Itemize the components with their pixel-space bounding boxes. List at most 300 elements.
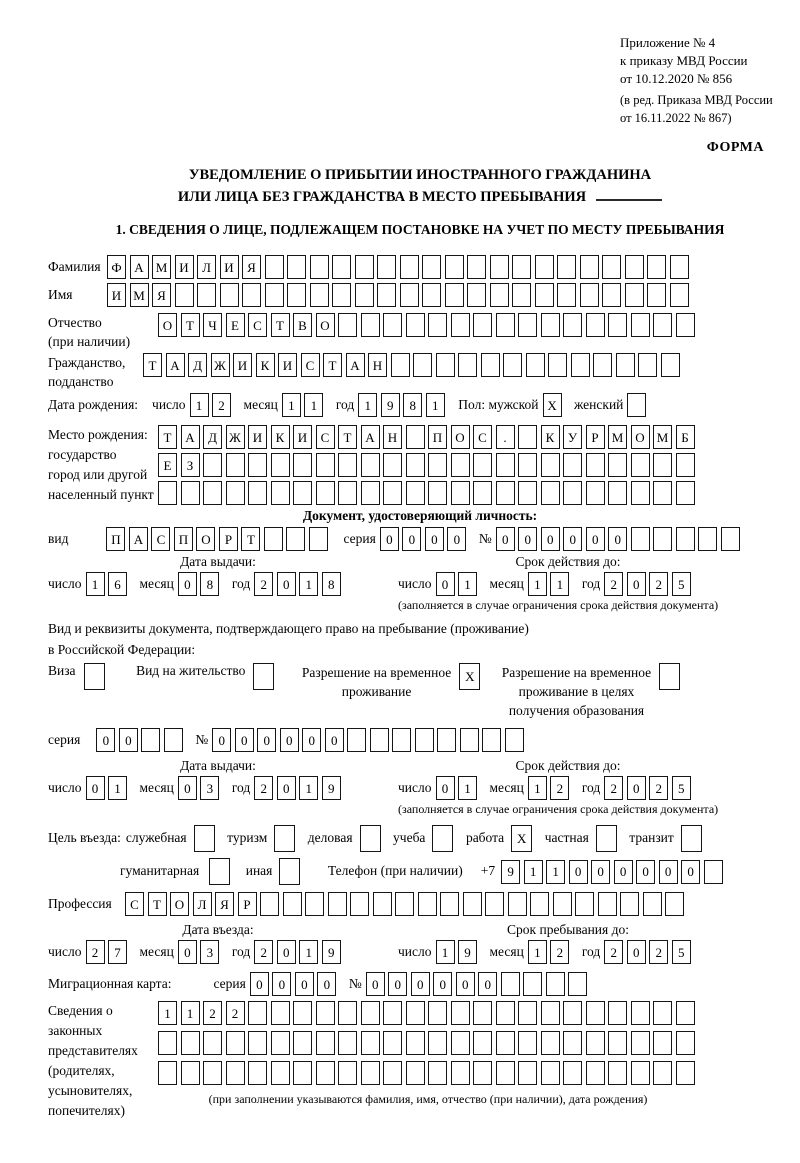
cell[interactable]	[473, 313, 492, 337]
cell[interactable]	[535, 255, 554, 279]
cell[interactable]	[473, 1031, 492, 1055]
cell[interactable]	[338, 481, 357, 505]
cell[interactable]: 0	[411, 972, 430, 996]
cell[interactable]: 2	[604, 940, 623, 964]
cell[interactable]: 0	[659, 860, 678, 884]
cell[interactable]	[548, 353, 567, 377]
purpose-private-checkbox[interactable]	[596, 825, 621, 852]
cell[interactable]: И	[107, 283, 126, 307]
doc-series-cells[interactable]	[380, 527, 470, 551]
cell[interactable]	[406, 1001, 425, 1025]
cell[interactable]: 0	[608, 527, 627, 551]
cell[interactable]: 0	[627, 940, 646, 964]
cell[interactable]: 0	[302, 728, 321, 752]
cell[interactable]	[181, 1061, 200, 1085]
cell[interactable]	[557, 255, 576, 279]
doc-expiry-year-cells[interactable]	[604, 572, 694, 596]
cell[interactable]	[158, 1031, 177, 1055]
cell[interactable]: 2	[649, 940, 668, 964]
cell[interactable]	[428, 1001, 447, 1025]
cell[interactable]	[518, 1061, 537, 1085]
stay-day-cells[interactable]	[436, 940, 481, 964]
cell[interactable]	[553, 892, 572, 916]
cell[interactable]	[203, 1031, 222, 1055]
stay-month-cells[interactable]	[528, 940, 573, 964]
cell[interactable]	[631, 1031, 650, 1055]
cell[interactable]: 0	[636, 860, 655, 884]
cell[interactable]	[496, 1031, 515, 1055]
cell[interactable]: М	[130, 283, 149, 307]
cell[interactable]	[400, 255, 419, 279]
cell[interactable]: И	[293, 425, 312, 449]
profession-cells[interactable]	[125, 892, 688, 916]
cell[interactable]: 2	[604, 572, 623, 596]
cell[interactable]: К	[541, 425, 560, 449]
cell[interactable]: 2	[254, 940, 273, 964]
cell[interactable]: П	[106, 527, 125, 551]
doc-expiry-day-cells[interactable]	[436, 572, 481, 596]
cell[interactable]: 2	[550, 940, 569, 964]
cell[interactable]	[332, 255, 351, 279]
cell[interactable]	[271, 481, 290, 505]
cell[interactable]: Ж	[211, 353, 230, 377]
cell[interactable]	[355, 283, 374, 307]
permit-issue-day-cells[interactable]	[86, 776, 131, 800]
cell[interactable]	[293, 481, 312, 505]
cell[interactable]: И	[233, 353, 252, 377]
purpose-other-checkbox[interactable]	[279, 858, 304, 885]
cell[interactable]: Р	[219, 527, 238, 551]
cell[interactable]	[164, 728, 183, 752]
cell[interactable]: А	[361, 425, 380, 449]
cell[interactable]: И	[175, 255, 194, 279]
birthdate-year-cells[interactable]	[358, 393, 448, 417]
cell[interactable]	[563, 481, 582, 505]
cell[interactable]	[659, 663, 680, 690]
cell[interactable]: З	[181, 453, 200, 477]
cell[interactable]: К	[271, 425, 290, 449]
cell[interactable]: 1	[550, 572, 569, 596]
cell[interactable]	[608, 1001, 627, 1025]
cell[interactable]: 2	[604, 776, 623, 800]
cell[interactable]	[242, 283, 261, 307]
cell[interactable]: .	[496, 425, 515, 449]
cell[interactable]: 1	[86, 572, 105, 596]
cell[interactable]	[571, 353, 590, 377]
cell[interactable]: 1	[299, 776, 318, 800]
purpose-work-checkbox[interactable]	[511, 825, 536, 852]
cell[interactable]: 0	[325, 728, 344, 752]
cell[interactable]	[377, 283, 396, 307]
cell[interactable]: 2	[649, 572, 668, 596]
cell[interactable]	[271, 1001, 290, 1025]
cell[interactable]	[361, 313, 380, 337]
cell[interactable]	[676, 527, 695, 551]
cell[interactable]	[347, 728, 366, 752]
cell[interactable]	[586, 1031, 605, 1055]
cell[interactable]	[631, 1001, 650, 1025]
cell[interactable]: Т	[181, 313, 200, 337]
cell[interactable]	[460, 728, 479, 752]
cell[interactable]	[647, 255, 666, 279]
cell[interactable]: 0	[681, 860, 700, 884]
cell[interactable]	[653, 527, 672, 551]
cell[interactable]	[482, 728, 501, 752]
cell[interactable]	[84, 663, 105, 690]
cell[interactable]	[473, 1001, 492, 1025]
cell[interactable]	[445, 255, 464, 279]
cell[interactable]: Т	[271, 313, 290, 337]
cell[interactable]	[608, 1031, 627, 1055]
cell[interactable]	[451, 1031, 470, 1055]
cell[interactable]	[676, 1001, 695, 1025]
cell[interactable]: Т	[143, 353, 162, 377]
cell[interactable]	[194, 825, 215, 852]
cell[interactable]	[316, 481, 335, 505]
cell[interactable]: 0	[272, 972, 291, 996]
cell[interactable]	[392, 728, 411, 752]
cell[interactable]: 0	[277, 940, 296, 964]
cell[interactable]	[361, 481, 380, 505]
patronymic-cells[interactable]	[158, 313, 698, 337]
cell[interactable]	[361, 1001, 380, 1025]
cell[interactable]	[496, 313, 515, 337]
cell[interactable]	[406, 425, 425, 449]
cell[interactable]	[451, 1001, 470, 1025]
cell[interactable]	[625, 283, 644, 307]
cell[interactable]	[279, 858, 300, 885]
visa-checkbox[interactable]	[84, 663, 109, 690]
cell[interactable]: Д	[188, 353, 207, 377]
cell[interactable]	[586, 453, 605, 477]
cell[interactable]: 5	[672, 572, 691, 596]
cell[interactable]	[265, 255, 284, 279]
cell[interactable]	[432, 825, 453, 852]
cell[interactable]	[557, 283, 576, 307]
cell[interactable]	[496, 481, 515, 505]
cell[interactable]: 0	[436, 776, 455, 800]
cell[interactable]	[505, 728, 524, 752]
cell[interactable]	[391, 353, 410, 377]
cell[interactable]: 0	[627, 572, 646, 596]
cell[interactable]: 0	[627, 776, 646, 800]
cell[interactable]	[428, 1061, 447, 1085]
cell[interactable]	[602, 283, 621, 307]
cell[interactable]	[338, 1061, 357, 1085]
purpose-humanitarian-checkbox[interactable]	[209, 858, 234, 885]
cell[interactable]	[496, 453, 515, 477]
doc-type-cells[interactable]	[106, 527, 331, 551]
male-checkbox[interactable]	[543, 393, 566, 417]
cell[interactable]	[653, 1001, 672, 1025]
cell[interactable]	[580, 283, 599, 307]
cell[interactable]: 1	[524, 860, 543, 884]
cell[interactable]	[546, 972, 565, 996]
residence-permit-checkbox[interactable]	[253, 663, 278, 690]
cell[interactable]	[406, 453, 425, 477]
cell[interactable]	[360, 825, 381, 852]
cell[interactable]	[586, 313, 605, 337]
cell[interactable]: X	[543, 393, 562, 417]
cell[interactable]: Я	[215, 892, 234, 916]
cell[interactable]: 7	[108, 940, 127, 964]
cell[interactable]	[332, 283, 351, 307]
cell[interactable]	[338, 1001, 357, 1025]
cell[interactable]: У	[563, 425, 582, 449]
cell[interactable]: С	[151, 527, 170, 551]
cell[interactable]	[676, 481, 695, 505]
cell[interactable]: О	[451, 425, 470, 449]
cell[interactable]	[481, 353, 500, 377]
cell[interactable]	[383, 1031, 402, 1055]
cell[interactable]	[428, 313, 447, 337]
cell[interactable]	[220, 283, 239, 307]
cell[interactable]	[608, 1061, 627, 1085]
cell[interactable]	[518, 313, 537, 337]
cell[interactable]: 0	[295, 972, 314, 996]
cell[interactable]	[670, 255, 689, 279]
cell[interactable]	[698, 527, 717, 551]
cell[interactable]	[676, 453, 695, 477]
cell[interactable]: 1	[181, 1001, 200, 1025]
cell[interactable]: М	[152, 255, 171, 279]
cell[interactable]	[286, 527, 305, 551]
cell[interactable]: 1	[436, 940, 455, 964]
temp-permit-checkbox[interactable]	[459, 663, 484, 690]
purpose-official-checkbox[interactable]	[194, 825, 219, 852]
cell[interactable]	[203, 481, 222, 505]
cell[interactable]: 0	[96, 728, 115, 752]
cell[interactable]: 1	[304, 393, 323, 417]
cell[interactable]: 0	[366, 972, 385, 996]
firstname-cells[interactable]	[107, 283, 692, 307]
birthdate-day-cells[interactable]	[190, 393, 235, 417]
cell[interactable]	[530, 892, 549, 916]
cell[interactable]: 8	[403, 393, 422, 417]
cell[interactable]: 1	[458, 572, 477, 596]
cell[interactable]	[181, 481, 200, 505]
cell[interactable]	[661, 353, 680, 377]
cell[interactable]: 0	[478, 972, 497, 996]
cell[interactable]: О	[631, 425, 650, 449]
cell[interactable]: 2	[254, 776, 273, 800]
cell[interactable]: Е	[158, 453, 177, 477]
cell[interactable]: 2	[254, 572, 273, 596]
cell[interactable]	[437, 728, 456, 752]
cell[interactable]	[377, 255, 396, 279]
cell[interactable]	[428, 1031, 447, 1055]
cell[interactable]: 0	[614, 860, 633, 884]
cell[interactable]	[451, 481, 470, 505]
cell[interactable]: С	[301, 353, 320, 377]
cell[interactable]: О	[170, 892, 189, 916]
cell[interactable]: Е	[226, 313, 245, 337]
cell[interactable]	[608, 313, 627, 337]
mc-number-cells[interactable]	[366, 972, 591, 996]
doc-issue-month-cells[interactable]	[178, 572, 223, 596]
cell[interactable]	[293, 453, 312, 477]
cell[interactable]: 9	[501, 860, 520, 884]
cell[interactable]: 0	[317, 972, 336, 996]
cell[interactable]	[518, 1001, 537, 1025]
cell[interactable]	[316, 453, 335, 477]
cell[interactable]	[445, 283, 464, 307]
cell[interactable]	[473, 481, 492, 505]
cell[interactable]	[422, 255, 441, 279]
cell[interactable]: 0	[212, 728, 231, 752]
cell[interactable]: 1	[458, 776, 477, 800]
cell[interactable]	[676, 1061, 695, 1085]
phone-cells[interactable]	[501, 860, 726, 884]
cell[interactable]: 0	[250, 972, 269, 996]
cell[interactable]	[406, 1031, 425, 1055]
cell[interactable]: 0	[388, 972, 407, 996]
entry-year-cells[interactable]	[254, 940, 344, 964]
surname-cells[interactable]	[107, 255, 692, 279]
cell[interactable]: Т	[148, 892, 167, 916]
cell[interactable]	[541, 313, 560, 337]
cell[interactable]	[158, 1061, 177, 1085]
cell[interactable]	[436, 353, 455, 377]
birthplace-row2-cells[interactable]	[158, 453, 698, 477]
cell[interactable]: П	[428, 425, 447, 449]
cell[interactable]	[451, 1061, 470, 1085]
cell[interactable]	[383, 1001, 402, 1025]
cell[interactable]	[638, 353, 657, 377]
cell[interactable]	[586, 1001, 605, 1025]
cell[interactable]	[490, 283, 509, 307]
cell[interactable]: 8	[322, 572, 341, 596]
cell[interactable]: Т	[158, 425, 177, 449]
cell[interactable]: 1	[528, 572, 547, 596]
cell[interactable]	[418, 892, 437, 916]
cell[interactable]	[226, 1031, 245, 1055]
cell[interactable]	[253, 663, 274, 690]
cell[interactable]: 2	[649, 776, 668, 800]
cell[interactable]	[287, 283, 306, 307]
cell[interactable]	[406, 1061, 425, 1085]
cell[interactable]	[704, 860, 723, 884]
cell[interactable]: К	[256, 353, 275, 377]
cell[interactable]: 1	[528, 940, 547, 964]
cell[interactable]: 0	[280, 728, 299, 752]
doc-issue-day-cells[interactable]	[86, 572, 131, 596]
cell[interactable]: 0	[586, 527, 605, 551]
cell[interactable]	[563, 453, 582, 477]
cell[interactable]: 9	[322, 776, 341, 800]
cell[interactable]: 1	[190, 393, 209, 417]
cell[interactable]: 0	[591, 860, 610, 884]
cell[interactable]	[248, 481, 267, 505]
cell[interactable]	[209, 858, 230, 885]
cell[interactable]: Ф	[107, 255, 126, 279]
cell[interactable]: Р	[238, 892, 257, 916]
cell[interactable]: И	[220, 255, 239, 279]
cell[interactable]: 0	[178, 776, 197, 800]
cell[interactable]	[428, 481, 447, 505]
cell[interactable]	[653, 313, 672, 337]
cell[interactable]	[473, 1061, 492, 1085]
cell[interactable]	[512, 283, 531, 307]
cell[interactable]: Ч	[203, 313, 222, 337]
cell[interactable]	[422, 283, 441, 307]
cell[interactable]: 0	[178, 940, 197, 964]
cell[interactable]	[406, 481, 425, 505]
cell[interactable]	[681, 825, 702, 852]
cell[interactable]	[631, 1061, 650, 1085]
doc-expiry-month-cells[interactable]	[528, 572, 573, 596]
entry-month-cells[interactable]	[178, 940, 223, 964]
cell[interactable]	[523, 972, 542, 996]
cell[interactable]: 3	[200, 776, 219, 800]
cell[interactable]	[260, 892, 279, 916]
cell[interactable]: С	[473, 425, 492, 449]
cell[interactable]: 2	[226, 1001, 245, 1025]
edu-permit-checkbox[interactable]	[659, 663, 684, 690]
cell[interactable]	[370, 728, 389, 752]
cell[interactable]	[541, 1061, 560, 1085]
cell[interactable]	[598, 892, 617, 916]
cell[interactable]: А	[346, 353, 365, 377]
cell[interactable]: 1	[528, 776, 547, 800]
cell[interactable]: 5	[672, 940, 691, 964]
cell[interactable]	[602, 255, 621, 279]
cell[interactable]: П	[174, 527, 193, 551]
cell[interactable]	[283, 892, 302, 916]
permit-series-cells[interactable]	[96, 728, 186, 752]
cell[interactable]	[293, 1061, 312, 1085]
cell[interactable]: Я	[152, 283, 171, 307]
cell[interactable]	[676, 1031, 695, 1055]
cell[interactable]	[383, 481, 402, 505]
cell[interactable]	[400, 283, 419, 307]
cell[interactable]	[248, 1001, 267, 1025]
cell[interactable]	[305, 892, 324, 916]
cell[interactable]	[653, 453, 672, 477]
cell[interactable]	[563, 313, 582, 337]
cell[interactable]	[293, 1001, 312, 1025]
cell[interactable]: Н	[383, 425, 402, 449]
cell[interactable]: Н	[368, 353, 387, 377]
cell[interactable]	[625, 255, 644, 279]
cell[interactable]	[248, 1061, 267, 1085]
cell[interactable]	[526, 353, 545, 377]
cell[interactable]	[361, 453, 380, 477]
cell[interactable]	[467, 283, 486, 307]
cell[interactable]: 8	[200, 572, 219, 596]
cell[interactable]	[580, 255, 599, 279]
cell[interactable]	[631, 313, 650, 337]
cell[interactable]	[383, 313, 402, 337]
cell[interactable]	[643, 892, 662, 916]
permit-issue-year-cells[interactable]	[254, 776, 344, 800]
cell[interactable]	[203, 1061, 222, 1085]
cell[interactable]	[293, 1031, 312, 1055]
cell[interactable]	[458, 353, 477, 377]
cell[interactable]	[473, 453, 492, 477]
cell[interactable]	[141, 728, 160, 752]
cell[interactable]: Б	[676, 425, 695, 449]
cell[interactable]: Р	[586, 425, 605, 449]
cell[interactable]	[274, 825, 295, 852]
cell[interactable]	[338, 1031, 357, 1055]
cell[interactable]: Л	[193, 892, 212, 916]
cell[interactable]	[541, 1001, 560, 1025]
cell[interactable]	[620, 892, 639, 916]
cell[interactable]: М	[653, 425, 672, 449]
cell[interactable]	[496, 1001, 515, 1025]
cell[interactable]: И	[278, 353, 297, 377]
